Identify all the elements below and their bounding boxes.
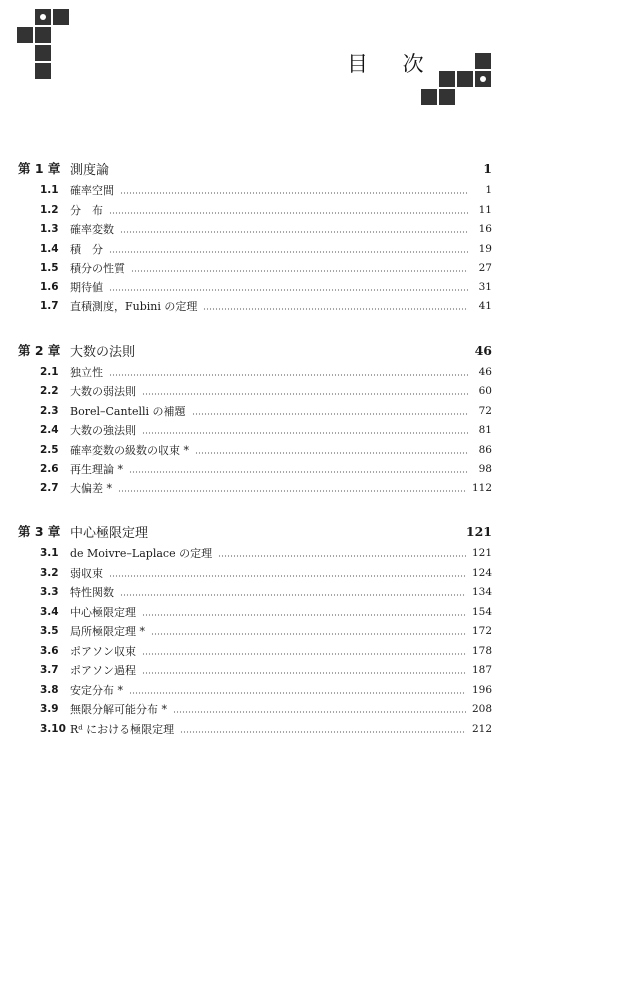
toc-entry[interactable] [40,240,492,258]
section-title: 無限分解可能分布 * [70,703,167,716]
section-number: 3.2 [40,567,59,579]
section-title: Borel–Cantelli の補題 [70,405,186,418]
section-title: 確率空間 [70,184,114,197]
toc-entry[interactable] [40,479,492,497]
section-title: 局所極限定理 * [70,625,145,638]
toc-entry[interactable] [40,583,492,601]
dot-leader [142,393,468,395]
chapter-title: 中心極限定理 [70,525,149,541]
section-number: 1.6 [40,281,59,293]
section-title: 大数の弱法則 [70,385,136,398]
section-number: 3.9 [40,703,59,715]
toc-entry[interactable] [40,720,492,738]
dot-leader [120,192,468,194]
page-title: 目 次 [347,52,438,76]
section-page: 112 [471,482,492,494]
dot-leader [142,432,468,434]
toc-entry[interactable] [40,382,492,400]
section-title: ポアソン収束 [70,645,136,658]
section-page: 98 [478,463,492,475]
section-number: 3.7 [40,664,59,676]
corner-block-pattern-top-left [0,0,80,80]
section-page: 134 [471,586,492,598]
section-number: 2.5 [40,444,59,456]
dot-leader [195,452,468,454]
section-page: 208 [471,703,492,715]
toc-entry[interactable] [40,544,492,562]
toc-entry[interactable] [40,402,492,420]
toc-entry[interactable] [40,603,492,621]
section-number: 2.3 [40,405,59,417]
section-page: 86 [478,444,492,456]
toc-entry[interactable] [40,661,492,679]
section-number: 1.4 [40,243,59,255]
chapter-title: 測度論 [70,162,110,178]
section-page: 1 [485,184,492,196]
section-title: de Moivre–Laplace の定理 [70,547,213,560]
section-title: 安定分布 * [70,684,123,697]
chapter-page: 121 [465,523,492,539]
section-title: 大数の強法則 [70,424,136,437]
dot-leader [109,289,468,291]
dot-leader [118,490,466,492]
toc-entry[interactable] [40,441,492,459]
dot-leader [129,692,466,694]
dot-leader [109,212,468,214]
chapter-heading[interactable] [18,158,492,178]
chapter-page: 46 [474,342,492,358]
section-number: 3.5 [40,625,59,637]
section-title: 独立性 [70,366,103,379]
section-number: 3.10 [40,723,66,735]
section-number: 3.3 [40,586,59,598]
section-page: 46 [478,366,492,378]
section-number: 1.3 [40,223,59,235]
toc-entry[interactable] [40,622,492,640]
section-title: ポアソン過程 [70,664,136,677]
section-title: 確率変数の級数の収束 * [70,444,189,457]
section-number: 3.1 [40,547,59,559]
section-title: 特性関数 [70,586,114,599]
toc-entry[interactable] [40,181,492,199]
section-title: 期待値 [70,281,103,294]
dot-leader [120,231,468,233]
section-number: 2.4 [40,424,59,436]
toc-entry[interactable] [40,297,492,315]
section-page: 187 [471,664,492,676]
section-page: 11 [478,204,492,216]
toc-entry[interactable] [40,460,492,478]
section-number: 1.1 [40,184,59,196]
dot-leader [120,594,466,596]
dot-leader [142,614,466,616]
dot-leader [109,374,468,376]
dot-leader [142,672,466,674]
section-page: 31 [478,281,492,293]
toc-entry[interactable] [40,700,492,718]
section-title: 分 布 [70,204,103,217]
section-page: 72 [478,405,492,417]
section-number: 3.6 [40,645,59,657]
section-page: 154 [471,606,492,618]
section-page: 121 [471,547,492,559]
chapter-number: 第 3 章 [18,524,61,539]
section-title: 積 分 [70,243,103,256]
section-title: 積分の性質 [70,262,125,275]
dot-leader [180,731,466,733]
section-page: 172 [471,625,492,637]
section-number: 2.2 [40,385,59,397]
chapter-page: 1 [483,160,492,176]
dot-leader [173,711,466,713]
toc-entry[interactable] [40,259,492,277]
chapter-heading[interactable] [18,521,492,541]
chapter-heading[interactable] [18,340,492,360]
section-number: 2.1 [40,366,59,378]
section-title: 大偏差 * [70,482,112,495]
dot-leader [131,270,468,272]
dot-leader [142,653,466,655]
toc-entry[interactable] [40,681,492,699]
toc-entry[interactable] [40,421,492,439]
chapter-number: 第 1 章 [18,161,61,176]
dot-leader [109,251,468,253]
dot-leader [192,413,468,415]
toc-entry[interactable] [40,220,492,238]
section-title: 再生理論 * [70,463,123,476]
section-page: 196 [471,684,492,696]
section-page: 212 [471,723,492,735]
section-page: 178 [471,645,492,657]
chapter-title: 大数の法則 [70,344,136,360]
section-number: 1.5 [40,262,59,274]
section-number: 2.6 [40,463,59,475]
section-title: 直積測度，Fubini の定理 [70,300,198,313]
chapter-number: 第 2 章 [18,343,61,358]
section-page: 124 [471,567,492,579]
section-page: 16 [478,223,492,235]
section-number: 1.7 [40,300,59,312]
dot-leader [218,555,466,557]
section-number: 1.2 [40,204,59,216]
section-title: 中心極限定理 [70,606,136,619]
section-page: 81 [478,424,492,436]
section-page: 60 [478,385,492,397]
section-title: Rᵈ における極限定理 [70,723,175,736]
toc-entry[interactable] [40,642,492,660]
toc-entry[interactable] [40,564,492,582]
section-number: 2.7 [40,482,59,494]
toc-entry[interactable] [40,278,492,296]
toc-entry[interactable] [40,363,492,381]
dot-leader [129,471,468,473]
toc-entry[interactable] [40,201,492,219]
section-title: 弱収束 [70,567,103,580]
section-page: 19 [478,243,492,255]
section-number: 3.4 [40,606,59,618]
section-title: 確率変数 [70,223,114,236]
section-page: 27 [478,262,492,274]
section-number: 3.8 [40,684,59,696]
dot-leader [151,633,466,635]
section-page: 41 [478,300,492,312]
dot-leader [203,308,468,310]
dot-leader [109,575,466,577]
